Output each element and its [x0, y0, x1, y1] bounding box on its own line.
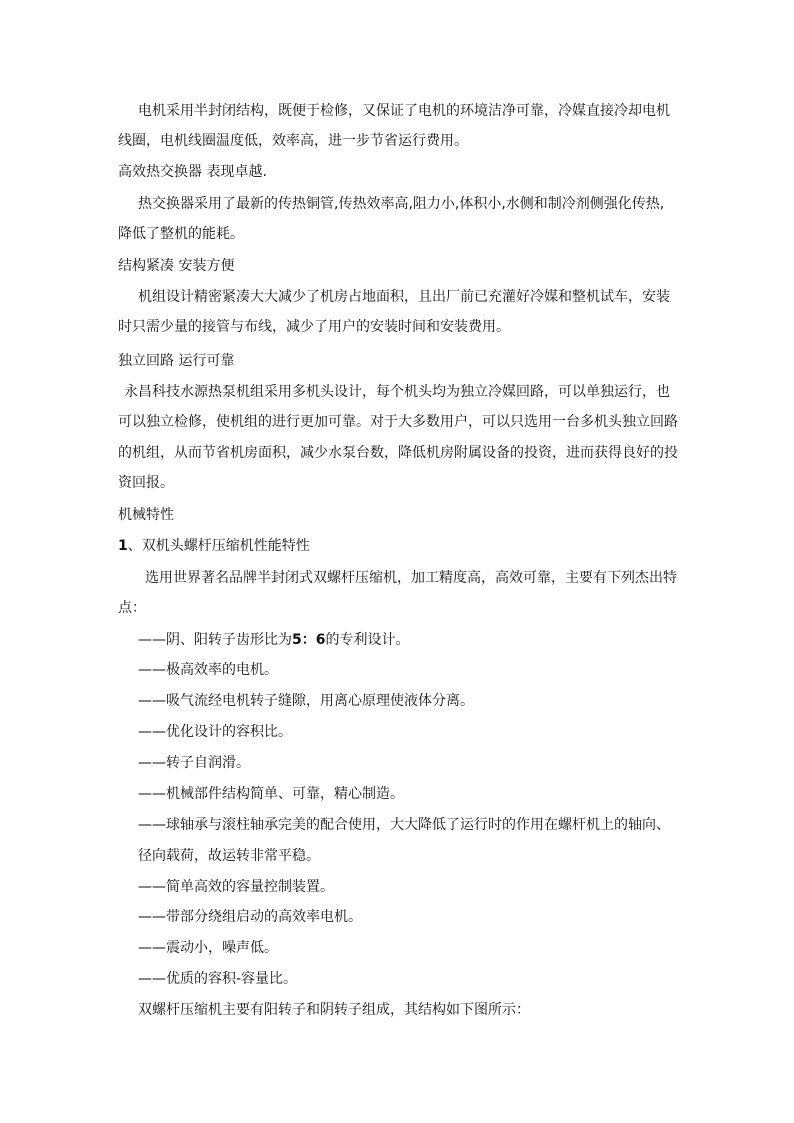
- subheading-text: 、双机头螺杆压缩机性能特性: [127, 538, 310, 554]
- feature-item: ——极高效率的电机。: [138, 662, 278, 678]
- feature-item: ——优化设计的容积比。: [138, 724, 292, 740]
- feature-item: ——吸气流经电机转子缝隙，用离心原理使液体分离。: [138, 693, 474, 709]
- feature-item: ——带部分绕组启动的高效率电机。: [138, 909, 362, 925]
- independent-line-1: 永昌科技水源热泵机组采用多机头设计，每个机头均为独立冷媒回路，可以单独运行，也: [124, 384, 670, 400]
- mechanical-heading: 机械特性: [118, 507, 174, 523]
- feature-item: ——优质的容积-容量比。: [138, 971, 298, 987]
- feature-item: ——转子自润滑。: [138, 755, 250, 771]
- subheading-number: 1: [118, 538, 128, 554]
- independent-line-4: 资回报。: [118, 475, 174, 491]
- feature-item: ——震动小，噪声低。: [138, 940, 278, 956]
- compact-line-2: 时只需少量的接管与布线，减少了用户的安装时间和安装费用。: [118, 319, 510, 335]
- feature-item: ——球轴承与滚柱轴承完美的配合使用，大大降低了运行时的作用在螺杆机上的轴向、: [138, 817, 670, 833]
- ratio-value: 5：6: [292, 632, 326, 648]
- feature-item: ——机械部件结构简单、可靠，精心制造。: [138, 786, 404, 802]
- independent-line-3: 的机组，从而节省机房面积，减少水泵台数，降低机房附属设备的投资，进而获得良好的投: [118, 445, 678, 461]
- heat-exchanger-line-1: 热交换器采用了最新的传热铜管,传热效率高,阻力小,体积小,水侧和制冷剂侧强化传热,: [138, 196, 665, 212]
- feature-item-continuation: 径向载荷，故运转非常平稳。: [138, 848, 320, 864]
- independent-line-2: 可以独立检修，使机组的进行更加可靠。对于大多数用户，可以只选用一台多机头独立回路: [118, 414, 678, 430]
- feature-item-ratio: [138, 630, 409, 650]
- compressor-intro-line-2: 点：: [118, 600, 146, 616]
- heat-exchanger-heading: 高效热交换器 表现卓越.: [118, 164, 267, 180]
- compact-line-1: 机组设计精密紧凑大大减少了机房占地面积，且出厂前已充灌好冷媒和整机试车，安装: [138, 289, 670, 305]
- motor-paragraph-line-1: 电机采用半封闭结构，既便于检修，又保证了电机的环境洁净可靠，冷媒直接冷却电机: [138, 103, 670, 119]
- compact-heading: 结构紧凑 安装方便: [118, 258, 235, 274]
- motor-paragraph-line-2: 线圈，电机线圈温度低，效率高，进一步节省运行费用。: [118, 133, 468, 149]
- independent-heading: 独立回路 运行可靠: [118, 353, 235, 369]
- heat-exchanger-line-2: 降低了整机的能耗。: [118, 226, 244, 242]
- closing-sentence: 双螺杆压缩机主要有阳转子和阴转子组成，其结构如下图所示：: [138, 1002, 530, 1018]
- compressor-intro-line-1: 选用世界著名品牌半封闭式双螺杆压缩机，加工精度高，高效可靠，主要有下列杰出特: [145, 570, 677, 586]
- feature-item-ratio-text: ——阴、阳转子齿形比为: [138, 632, 292, 648]
- feature-item: ——简单高效的容量控制装置。: [138, 879, 334, 895]
- compressor-subheading: [118, 536, 310, 556]
- ratio-tail: 的专利设计。: [325, 632, 410, 648]
